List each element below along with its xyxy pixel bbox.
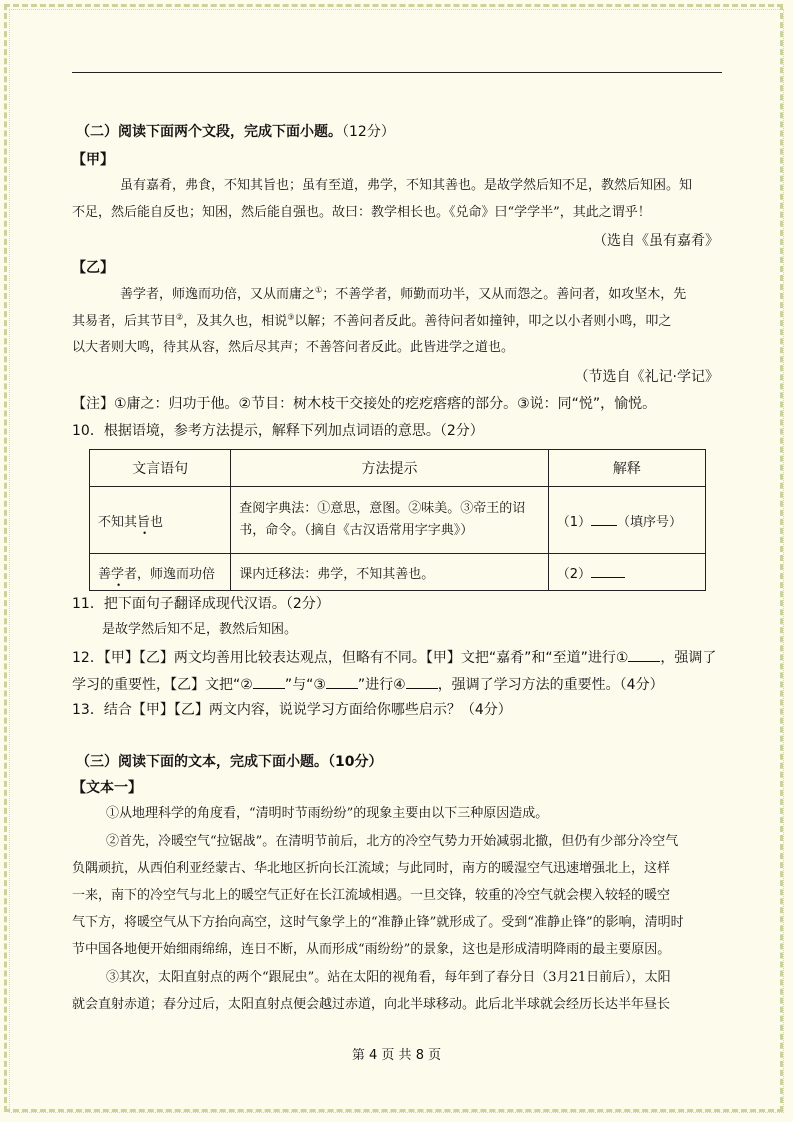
text1-label: 【文本一】 [72,780,142,796]
answer-blank[interactable] [326,674,358,689]
section2-heading: （二）阅读下面两个文段，完成下面小题。（12分） [76,124,395,140]
table-header-row [90,450,706,487]
q10-stem: 10．根据语境，参考方法提示，解释下列加点词语的意思。（2分） [72,423,484,439]
sentence-cell: 不知其旨也 [90,487,231,554]
q12-line1: 12．【甲】【乙】两文均善用比较表达观点，但略有不同。【甲】文把“嘉肴”和“至道”进行① ，强调了 [72,647,716,668]
table-header: 解释 [548,450,705,487]
table-header: 文言语句 [90,450,231,487]
answer-blank[interactable] [406,674,438,689]
annotation-note: 【注】①庸之：归功于他。②节目：树木枝干交接处的疙疙瘩瘩的部分。③说：同“悦”，愉悦。 [72,396,657,412]
jia-paragraph-line2: 不足，然后能自反也；知困，然后能自强也。故曰：教学相长也。《兑命》曰“学学半”，其此之谓乎！ [72,205,651,220]
text1-paragraph3-line1: ③其次，太阳直射点的两个“跟屁虫”。站在太阳的视角看，每年到了春分日（3月21日前后），太阳 [106,970,671,985]
hint-cell: 查阅字典法：①意思，意图。②味美。③帝王的诏 书，命令。（摘自《古汉语常用字字典》） [231,487,549,554]
table-header: 方法提示 [231,450,549,487]
table-row [90,487,706,554]
text1-paragraph2-line3: 一来，南下的冷空气与北上的暖空气正好在长江流域相遇。一旦交锋，较重的冷空气就会楔入较轻的暖空 [72,888,671,903]
yi-paragraph-line3: 以大者则大鸣，待其从容，然后尽其声；不善答问者反此。此皆进学之道也。 [72,340,515,355]
yi-source: （节选自《礼记·学记》 [574,369,719,385]
q13-stem: 13．结合【甲】【乙】两文内容，说说学习方面给你哪些启示？（4分） [72,702,512,718]
jia-source: （选自《虽有嘉肴》 [593,233,719,249]
answer-blank[interactable] [591,563,625,578]
q11-stem: 11．把下面句子翻译成现代汉语。（2分） [72,596,330,612]
sentence-cell: 善学者，师逸而功倍 [90,554,231,591]
dotted-word: 旨 [137,514,151,530]
dotted-word: 学 [111,566,125,582]
section3-heading: （三）阅读下面的文本，完成下面小题。（10分） [76,754,383,770]
hint-cell: 课内迁移法：弗学，不知其善也。 [231,554,549,591]
yi-paragraph-line1: 善学者，师逸而功倍，又从而庸之①；不善学者，师勤而功半，又从而怨之。善问者，如攻坚木，先 [120,285,687,302]
answer-blank[interactable] [253,674,285,689]
text1-paragraph2-line2: 负隅顽抗，从西伯利亚经蒙古、华北地区折向长江流域；与此同时，南方的暖湿空气迅速增强北上，这样 [72,861,671,876]
jia-label: 【甲】 [72,152,114,168]
yi-paragraph-line2: 其易者，后其节目②，及其久也，相说③以解；不善问者反此。善待问者如撞钟，叩之以小者则小鸣，叩之 [72,312,672,329]
text1-paragraph2-line4: 气下方，将暖空气从下方抬向高空，这时气象学上的“准静止锋”就形成了。受到“准静止锋”的影响，清明时 [72,915,684,930]
q10-table [89,449,706,591]
q11-sentence: 是故学然后知不足，教然后知困。 [102,622,298,637]
answer-blank[interactable] [628,647,660,662]
answer-blank[interactable] [591,511,617,526]
answer-cell: （2） [548,554,705,591]
text1-paragraph2-line1: ②首先，冷暖空气“拉锯战”。在清明节前后，北方的冷空气势力开始减弱北撤，但仍有少部分冷空气 [106,834,679,849]
page-number: 第 4 页 共 8 页 [351,1048,442,1063]
text1-paragraph2-line5: 节中国各地便开始细雨绵绵，连日不断，从而形成“雨纷纷”的景象，这也是形成清明降雨的最主要原因。 [72,942,671,957]
text1-paragraph1: ①从地理科学的角度看，“清明时节雨纷纷”的现象主要由以下三种原因造成。 [106,806,549,821]
jia-paragraph-line1: 虽有嘉肴，弗食，不知其旨也；虽有至道，弗学，不知其善也。是故学然后知不足，教然后知困。知 [120,178,693,193]
text1-paragraph3-line2: 就会直射赤道；春分过后，太阳直射点便会越过赤道，向北半球移动。此后北半球就会经历长达半年昼长 [72,997,671,1012]
header-rule [72,72,722,73]
answer-cell: （1） （填序号） [548,487,705,554]
yi-label: 【乙】 [72,260,114,276]
table-row [90,554,706,591]
q12-line2: 学习的重要性，【乙】文把“② ”与“③ ”进行④ ，强调了学习方法的重要性。（4分） [72,674,664,695]
